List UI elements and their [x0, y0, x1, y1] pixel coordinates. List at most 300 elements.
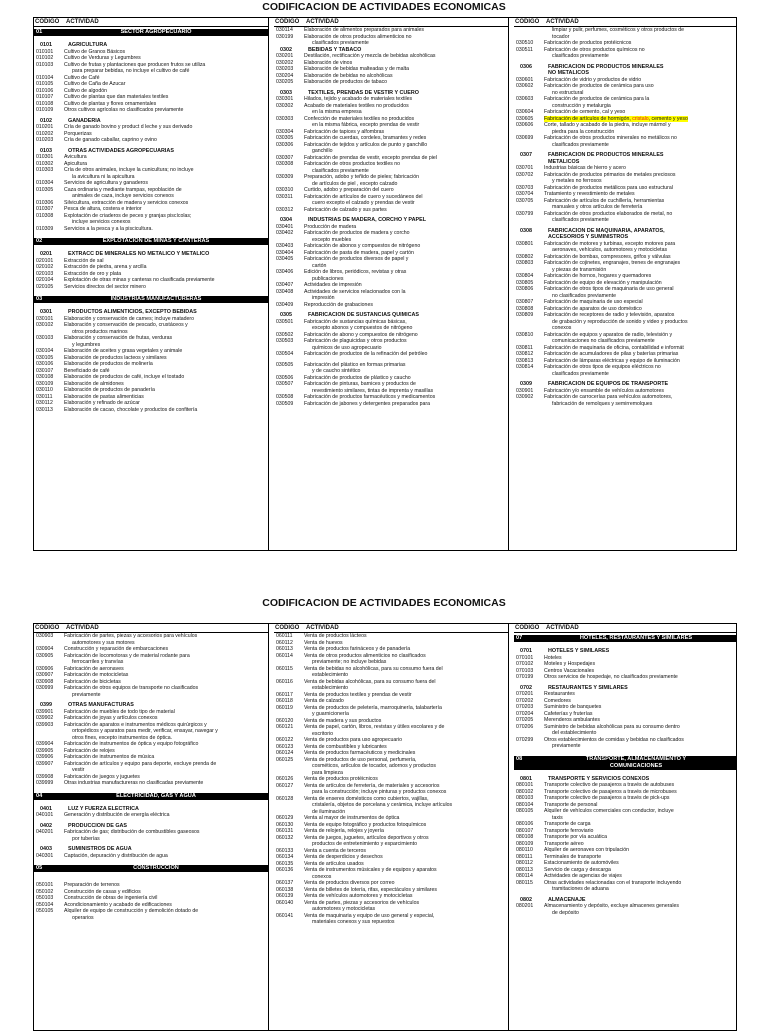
activity-code: 010309 — [36, 225, 54, 232]
activity-description: Fabricación de receptores de radio y televisión, aparatos — [544, 312, 675, 318]
activity-description: Edición de libros, periódicos, revistas y otras — [304, 269, 407, 275]
group-code: 0802 — [520, 896, 532, 903]
group-code: 0399 — [40, 702, 52, 708]
section-title: INDUSTRIAS MANUFACTURERAS — [110, 296, 202, 302]
activity-code: 030605 — [516, 115, 534, 122]
activity-description: previamente — [72, 691, 101, 698]
activity-header: ACTIVIDAD — [546, 19, 579, 25]
table-row — [34, 853, 268, 860]
activity-code: 030408 — [276, 288, 294, 295]
activity-description: del establecimiento — [552, 730, 597, 736]
activity-description: Cría de ganado bovino y product d leche y sus derivado — [64, 124, 193, 130]
activity-description: Transporte por vía acuática — [544, 834, 607, 840]
activity-description: clasificados previamente — [552, 53, 609, 59]
activity-code: 010203 — [36, 137, 54, 143]
activity-description: Fabricación de joyas y artículos conexos — [64, 715, 158, 721]
activity-code: 070103 — [516, 667, 534, 674]
activity-description: y piezas de transmisión — [552, 266, 607, 273]
group-code: 0302 — [280, 46, 292, 53]
group-title: FABRICACION DE SUSTANCIAS QUIMICAS — [308, 312, 420, 318]
activity-description: Elaboración de otros productos alimenticios no — [304, 33, 412, 40]
activity-description: Preparación, adobo y teñido de pieles; fabricación — [304, 174, 420, 180]
activity-description: materiales conexos y sus repuestos — [312, 919, 395, 925]
activity-code: 060128 — [276, 795, 294, 802]
activity-description: Fabricación y/o ensamble de vehículos automotores — [544, 387, 664, 394]
activity-code: 010302 — [36, 160, 54, 167]
activity-code: 030309 — [276, 174, 294, 180]
activity-code: 010108 — [36, 100, 54, 107]
activity-description: Venta de equipo fotográfico y productos fotoquímicos — [304, 821, 427, 828]
table-row — [34, 226, 268, 233]
activity-code — [34, 836, 64, 843]
group-code: 0801 — [520, 775, 532, 782]
group-code: 0301 — [40, 309, 52, 315]
table-row — [274, 401, 508, 408]
activity-code: 060114 — [276, 652, 293, 659]
activity-code: 030805 — [516, 279, 534, 286]
activity-description: Transporte aéreo — [544, 840, 584, 847]
code-header: CODIGO — [275, 19, 300, 25]
activity-description: y guarnicionería — [312, 711, 349, 717]
activity-code: 040101 — [36, 812, 54, 818]
activity-description: aeronaves, vehículos, automotores y motocicletas — [552, 247, 668, 253]
activity-code: 030905 — [36, 652, 54, 659]
activity-description: Silvicultura, extracción de madera y servicios conexos — [64, 199, 189, 206]
activity-code: 060118 — [276, 698, 293, 704]
activity-description: clasificados previamente — [552, 370, 609, 377]
activity-code: 070202 — [516, 697, 534, 704]
group-title: FABRICACION DE PRODUCTOS MINERALES — [548, 63, 664, 70]
activity-code: 039999 — [36, 780, 54, 786]
page-title: CODIFICACION DE ACTIVIDADES ECONOMICAS — [262, 1, 506, 13]
group-title: ACCESORIOS Y SUMINISTROS — [548, 234, 629, 240]
activity-description: Cría de otros animales, incluye la cunicultura; no incluye — [64, 167, 194, 173]
code-header: CODIGO — [515, 625, 540, 631]
activity-code: 030107 — [36, 367, 54, 374]
table-row — [274, 207, 508, 214]
activity-description: Elaboración de productos de molinería — [64, 361, 153, 367]
activity-code: 010103 — [36, 61, 54, 68]
activity-description: Fabricación de artículos y equipo para deporte, excluye prenda de — [64, 760, 217, 767]
activity-header: ACTIVIDAD — [306, 19, 339, 25]
activity-description: Venta al mayor de instrumentos de óptica — [304, 815, 400, 821]
activity-description: para la construcción; incluye pinturas y productos conexos — [312, 789, 447, 795]
activity-code: 070203 — [516, 704, 534, 710]
activity-code: 080109 — [516, 840, 534, 847]
activity-description: taxis — [552, 814, 563, 821]
activity-code: 010308 — [36, 212, 54, 219]
column-1 — [34, 624, 269, 1030]
activity-description: Servicios de agricultura y ganaderos — [64, 180, 148, 186]
activity-description: Fabricación de artículos de cuchillería, herramientas — [544, 197, 665, 204]
activity-description: Elaboración de almidones — [64, 380, 124, 387]
group-title: ALMACENAJE — [548, 896, 586, 903]
activity-description: Fabricación de otros productos minerales no metálicos no — [544, 135, 677, 141]
activity-description: Fabricación de productos de cerámica para la — [544, 96, 650, 102]
activity-description: Actividades de servicios relacionados con la — [304, 288, 406, 295]
activity-code: 060120 — [276, 717, 294, 724]
activity-description: en la misma fábrica, excepto prendas de vestir — [312, 122, 420, 128]
activity-code: 020105 — [36, 283, 54, 290]
activity-description: ganchillo — [312, 148, 333, 154]
activity-description: Elaboración de pastas alimenticias — [64, 393, 144, 400]
table-row — [274, 302, 508, 309]
activity-description: Servicio de carga y descarga — [544, 866, 611, 873]
activity-code: 030999 — [36, 685, 54, 691]
activity-code: 010102 — [36, 55, 54, 61]
activity-code: 060134 — [276, 854, 294, 860]
code-header: CODIGO — [275, 625, 300, 631]
activity-description: Fabricación de relojes — [64, 747, 115, 754]
activity-description: Fabricación de abonos y compuestos de nitrógeno — [304, 243, 421, 249]
activity-code: 060124 — [276, 750, 294, 756]
activity-description: cuero excepto el calzado y prendas de vestir — [312, 200, 415, 206]
activity-description: Fabricación de acumuladores de pilas y baterías primarias — [544, 351, 679, 357]
activity-description: Otras actividades relacionadas con el transporte incluyendo — [544, 879, 682, 886]
activity-code: 060130 — [276, 821, 294, 828]
activity-description: Fabricación de pasta de madera, papel y cartón — [304, 249, 414, 256]
activity-code: 080112 — [516, 860, 533, 866]
activity-code: 030506 — [276, 374, 294, 381]
activity-code: 060122 — [276, 737, 294, 743]
activity-code: 060135 — [276, 860, 294, 867]
activity-code: 060119 — [276, 704, 293, 711]
activity-code: 060141 — [276, 912, 294, 919]
activity-description: Fabricación de productos metálicos para uso estructural — [544, 184, 673, 191]
activity-description: Destilación, rectificación y mezcla de bebidas alcohólicas — [304, 53, 436, 59]
activity-description: Cultivo de plantas y flores ornamentales — [64, 100, 157, 107]
activity-description: cosméticos, artículos de tocador, adornos y productos — [312, 763, 436, 769]
activity-code: 030101 — [36, 315, 54, 322]
activity-description: Venta de productos de uso personal, perfumería, — [304, 756, 417, 763]
activity-code: 040201 — [36, 829, 54, 835]
activity-code: 030703 — [516, 184, 534, 191]
activity-description: Elaboración y refinado de azúcar — [64, 400, 140, 406]
activity-code: 060117 — [276, 691, 293, 698]
activity-description: excepto abonos y compuestos de nitrógeno — [312, 325, 413, 331]
activity-description: Venta de enseres domésticos como cubiertos, vajillas, — [304, 795, 429, 802]
group-code: 0308 — [520, 227, 532, 234]
activity-description: Fabricación de aparatos e instrumentos médicos quirúrgicos y — [64, 721, 207, 728]
activity-description: Otros servicios de hospedaje, no clasificados previamente — [544, 674, 678, 680]
activity-description: ortopédicos y aparatos para medir, verificar, ensayar, navegar y — [72, 728, 218, 734]
activity-code: 070299 — [516, 736, 534, 743]
activity-code: 060123 — [276, 743, 294, 750]
activity-code — [514, 53, 544, 60]
activity-code: 039903 — [36, 721, 54, 728]
activity-description: Venta de productos textiles y prendas de vestir — [304, 691, 412, 698]
activity-description: Elaboración y conservación de frutas, verduras — [64, 335, 173, 341]
group-title: AGRICULTURA — [68, 42, 108, 48]
activity-header: ACTIVIDAD — [66, 19, 99, 25]
column-header — [514, 18, 737, 27]
activity-code: 030803 — [516, 260, 534, 266]
activity-code: 060112 — [276, 639, 293, 646]
activity-description: revestimiento similares, tintas de imprenta y masillas — [312, 387, 434, 394]
activity-code: 080103 — [516, 795, 534, 801]
group-code: 0304 — [280, 217, 292, 223]
activity-code: 030409 — [276, 301, 294, 308]
spacer — [34, 232, 268, 236]
activity-code: 030102 — [36, 322, 54, 328]
activity-code: 050103 — [36, 895, 54, 901]
activity-description: clasificados previamente — [552, 141, 609, 148]
activity-code: 080114 — [516, 873, 533, 879]
activity-description: Venta de productos farináceos y de panadería — [304, 646, 411, 652]
activity-table — [33, 623, 737, 1031]
activity-code: 030507 — [276, 381, 294, 387]
activity-code: 030813 — [516, 357, 534, 364]
activity-code: 030903 — [36, 633, 54, 639]
activity-code: 030902 — [516, 394, 534, 400]
activity-code: 080104 — [516, 801, 534, 808]
activity-description: Elaboración de bebidas no alcohólicas — [304, 72, 393, 79]
activity-description: conexos — [552, 325, 572, 331]
activity-description: Fabricación de cemento, cal y yeso — [544, 109, 626, 115]
section-banner — [34, 793, 268, 800]
activity-description: Fabricación de otros productos químicos no — [544, 46, 645, 53]
activity-description: Venta de calzado — [304, 698, 344, 704]
section-title: ELECTRICIDAD, GAS Y AGUA — [116, 792, 196, 799]
activity-description: Cultivo de plantas que dan materiales textiles — [64, 94, 169, 100]
activity-code: 060121 — [276, 724, 294, 730]
activity-description: Fabricación de pinturas, barnices y productos de — [304, 381, 416, 387]
activity-code: 039904 — [36, 741, 54, 747]
activity-description: Fabricación de sustancias químicas básicas, — [304, 318, 407, 325]
activity-code: 080115 — [516, 879, 533, 886]
highlighted-word: cristalo — [632, 115, 649, 122]
activity-code: 030606 — [516, 122, 534, 128]
activity-description: Alquiler de vehículos comerciales con conductor, incluye — [544, 808, 674, 814]
activity-code: 030802 — [516, 253, 534, 260]
activity-description: Cultivo de Café — [64, 74, 100, 81]
activity-description: de grabación y reproducción de sonido y video y productos — [552, 318, 688, 325]
group-title: PRODUCTOS ALIMENTICIOS, EXCEPTO BEBIDAS — [68, 309, 197, 315]
activity-code: 010307 — [36, 206, 54, 212]
activity-description: Suministro de bebidas alcohólicas para su consumo dentro — [544, 723, 680, 730]
activity-code: 030114 — [276, 27, 293, 33]
activity-description: Fabricación de equipos y aparatos de radio, televisión y — [544, 331, 673, 338]
activity-code: 039907 — [36, 760, 54, 767]
activity-code: 080108 — [516, 834, 534, 840]
activity-code: 050104 — [36, 901, 54, 908]
activity-code: 030109 — [36, 380, 54, 387]
activity-code: 010104 — [36, 74, 54, 81]
activity-code: 039908 — [36, 773, 54, 780]
activity-code: 030511 — [516, 46, 533, 53]
group-code: 0201 — [40, 251, 52, 257]
page-1 — [0, 0, 768, 413]
spacer — [514, 750, 737, 754]
activity-description: Venta de partes, piezas y accesorios de vehículos — [304, 899, 420, 906]
activity-description: Suministro de banquetes — [544, 704, 602, 710]
activity-code: 060133 — [276, 847, 294, 854]
activity-code: 060115 — [276, 665, 293, 672]
group-code: 0103 — [40, 147, 52, 154]
activity-description: fabricación de remolques y semirremolques — [552, 400, 653, 407]
activity-code: 080101 — [516, 782, 534, 788]
table-row — [514, 217, 737, 224]
activity-code: 060125 — [276, 756, 294, 763]
activity-description: Elaboración de alimentos preparados para animales — [304, 27, 424, 33]
activity-code: 050102 — [36, 888, 54, 895]
activity-description: Venta de huevos — [304, 639, 343, 646]
activity-code: 070102 — [516, 661, 534, 667]
section-banner — [34, 296, 268, 303]
activity-description: Cultivo de Verduras y Legumbres — [64, 55, 141, 61]
activity-code: 030811 — [516, 344, 533, 351]
group-title: NO METALICOS — [548, 70, 589, 76]
activity-code: 060140 — [276, 899, 294, 906]
activity-description: Venta de productos protéicnicos — [304, 776, 378, 782]
activity-code: 020102 — [36, 264, 54, 270]
activity-code: 060137 — [276, 880, 294, 886]
activity-code: 030103 — [36, 335, 54, 341]
activity-description: Porquerizas — [64, 130, 92, 137]
activity-code: 050101 — [36, 882, 54, 888]
activity-description: otros fines, excepto instrumentos de óptica. — [72, 734, 173, 741]
activity-description: construcción y metalurgia — [552, 102, 611, 109]
activity-code: 030407 — [276, 282, 294, 288]
table-row — [34, 915, 268, 922]
activity-description: Transporte colectivo de pasajeros a través de pick-ups — [544, 795, 670, 801]
activity-description: Venta de productos farmacéuticos y medicinales — [304, 750, 416, 756]
activity-description: Servicios directos del sector minero — [64, 283, 146, 290]
activity-code: 030303 — [276, 115, 294, 122]
section-title: EXPLOTACION DE MINAS Y CANTERAS — [102, 238, 210, 244]
activity-description: Producción de madera — [304, 223, 357, 230]
activity-description: Construcción de casas y edificios — [64, 888, 141, 895]
activity-code: 070199 — [516, 674, 534, 680]
activity-code: 020101 — [36, 257, 54, 264]
table-row — [34, 780, 268, 787]
activity-description: Fabricación de gas; distribución de combustibles gaseosos — [64, 829, 200, 835]
activity-description: Elaboración de productos lacteos y similares — [64, 354, 167, 361]
activity-description: Fabricación de locomotoras y de material rodante para — [64, 652, 190, 659]
activity-description: Venta de productos diversos por correo — [304, 880, 395, 886]
activity-code: 030799 — [516, 210, 534, 217]
activity-description: Centros Vacacionales — [544, 667, 595, 674]
activity-description: Beneficiado de café — [64, 367, 110, 374]
activity-code — [514, 142, 544, 149]
activity-description: en la misma empresa — [312, 109, 362, 115]
activity-description: no estructural — [552, 89, 584, 96]
activity-description: Cultivo de Granos Básicos — [64, 48, 126, 55]
activity-code: 030205 — [276, 79, 294, 85]
group-code: 0702 — [520, 684, 532, 691]
activity-code: 060139 — [276, 893, 294, 899]
activity-description: Fabricación de productos protéicnicos — [544, 40, 632, 46]
activity-code: 010106 — [36, 87, 54, 94]
activity-description: establecimiento — [312, 672, 349, 678]
activity-description: Actividades de impresión — [304, 282, 362, 288]
activity-description: previamente — [552, 743, 581, 749]
activity-description: Hoteles — [544, 654, 562, 661]
activity-code: 030808 — [516, 305, 534, 312]
activity-description: Fabricación de aeronaves — [64, 665, 124, 672]
table-row — [274, 351, 508, 358]
activity-description: Elaboración de productos de tabaco — [304, 79, 388, 85]
activity-description: Venta de madera y sus productos — [304, 717, 382, 724]
section-banner — [514, 756, 737, 770]
activity-code: 030810 — [516, 331, 534, 338]
activity-description: Comedores — [544, 697, 571, 704]
activity-description: comunicaciones no clasificados previamente — [552, 338, 655, 344]
activity-description: Fabricación de maquinaria de uso especial — [544, 299, 643, 305]
table-row — [34, 812, 268, 819]
activity-code: 010304 — [36, 180, 54, 186]
activity-description: Fabricación de carrocerías para vehículos automotores, — [544, 394, 673, 400]
activity-code — [514, 910, 544, 917]
activity-description: Fabricación de productos de plástico y caucho — [304, 374, 411, 381]
column-header — [274, 624, 508, 633]
table-row — [514, 53, 737, 60]
activity-description: previamente; no incluye bebidas — [312, 659, 387, 665]
section-code: 03 — [36, 296, 43, 302]
activity-description: por tuberías — [72, 835, 100, 842]
activity-description: publicaciones — [312, 275, 344, 282]
activity-description: Fabricación de equipo de elevación y manipulación — [544, 279, 662, 286]
activity-code: 060126 — [276, 776, 294, 782]
activity-description: Confección de materiales textiles no producidos — [304, 115, 415, 122]
group-code: 0403 — [40, 846, 52, 852]
activity-code: 030505 — [276, 361, 294, 368]
table-row — [34, 107, 268, 114]
group-title: GANADERIA — [68, 117, 101, 124]
group-title: METALICOS — [548, 158, 580, 165]
activity-description: Preparación de terrenos — [64, 882, 120, 888]
section-title: HOTELES, RESTAURANTES Y SIMILARES — [579, 635, 693, 641]
activity-description: Alquiler de equipo de construcción y demolición dotado de — [64, 908, 199, 914]
activity-description: Construcción de obras de ingeniería civil — [64, 895, 158, 901]
activity-description: Venta de combustibles y lubricantes — [304, 743, 387, 750]
group-code: 0306 — [520, 63, 532, 70]
activity-code: 030307 — [276, 154, 294, 161]
activity-description: Avicultura — [64, 154, 87, 160]
activity-description: Hilados, tejido y acabado de materiales textiles — [304, 96, 413, 102]
activity-description: Transporte ferroviario — [544, 827, 594, 834]
table-row — [34, 137, 268, 144]
activity-description: Extracción de sal — [64, 257, 104, 264]
activity-description: Fabricación de otros productos textiles no — [304, 161, 401, 167]
table-row — [514, 142, 737, 149]
activity-code: 010305 — [36, 186, 54, 193]
activity-code: 010201 — [36, 124, 54, 130]
activity-code: 030405 — [276, 256, 294, 262]
activity-code: 030804 — [516, 273, 534, 279]
activity-description: Venta de vehículos automotores y motocicletas — [304, 893, 413, 899]
activity-code: 030508 — [276, 394, 294, 400]
activity-code: 039902 — [36, 715, 54, 721]
activity-description: Fabricación de cuerdas, cordeles, bramantes y redes — [304, 135, 427, 141]
activity-code: 039901 — [36, 708, 54, 715]
table-row — [274, 919, 508, 926]
activity-code: 030202 — [276, 59, 294, 66]
activity-code: 040301 — [36, 852, 54, 859]
activity-description: Fabricación de productos primarios de metales preciosos — [544, 171, 676, 178]
activity-description: Acondicionamiento y acabado de edificaciones — [64, 901, 172, 908]
activity-code: 080105 — [516, 808, 534, 814]
spacer — [34, 290, 268, 294]
activity-code: 030104 — [36, 348, 54, 354]
activity-description: Fabricación de instrumentos de óptica y equipo fotográfico — [64, 741, 199, 747]
activity-description: conexos — [312, 873, 332, 880]
activity-description: Fabricación de productos de cerámica para uso — [544, 83, 654, 89]
activity-code: 060127 — [276, 782, 294, 789]
activity-code: 070201 — [516, 691, 534, 697]
activity-code: 030901 — [516, 387, 534, 394]
activity-description: y de caucho sintético — [312, 368, 361, 374]
